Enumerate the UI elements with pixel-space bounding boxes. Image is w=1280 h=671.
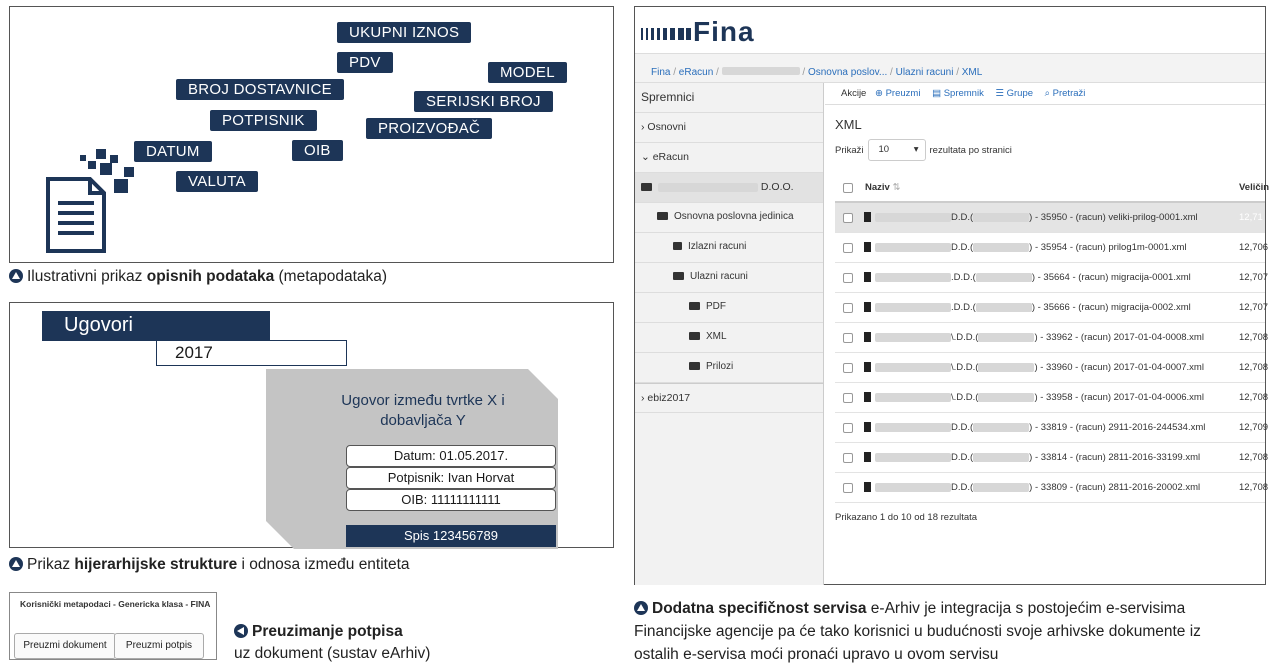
file-name[interactable]: \.D.D.( ) - 33960 - (racun) 2017-01-04-0007.xml [875,362,1204,373]
row-checkbox[interactable] [843,303,853,313]
tag-serijski-broj: SERIJSKI BROJ [414,91,553,112]
per-page-control: Prikaži 10 ▾ rezultata po stranici [835,139,1012,161]
arrow-left-icon [234,624,248,638]
redacted-text [875,213,951,222]
table-row[interactable] [835,323,1269,353]
row-checkbox[interactable] [843,363,853,373]
row-checkbox[interactable] [843,273,853,283]
actions-label: Akcije [841,88,867,99]
groups-action[interactable]: ☰ Grupe [995,88,1034,99]
redacted-text [722,67,800,75]
folder-open-icon [689,302,700,310]
sidebar-item-ebiz2017[interactable]: › ebiz2017 [635,383,823,413]
sidebar-item-ulazni[interactable]: Ulazni racuni [635,263,823,293]
file-icon [864,482,871,492]
field-datum: Datum: 01.05.2017. [346,445,556,467]
tag-datum: DATUM [134,141,212,162]
caption-signature: Preuzimanje potpisa uz dokument (sustav eArhiv) [234,623,431,662]
download-signature-button[interactable]: Preuzmi potpis [114,633,204,659]
file-name[interactable]: \.D.D.( ) - 33962 - (racun) 2017-01-04-0008.xml [875,332,1204,343]
fina-logo: Fina [641,15,755,49]
arrow-up-icon [9,269,23,283]
file-name[interactable]: D.D.( ) - 35954 - (racun) prilog1m-0001.xml [875,242,1187,253]
file-name[interactable]: D.D.( ) - 33819 - (racun) 2911-2016-244534.xml [875,422,1205,433]
sidebar-item-doo[interactable]: D.O.O. [635,173,823,203]
per-page-select[interactable]: 10 ▾ [868,139,926,161]
col-name[interactable]: Naziv ⇅ [865,182,901,193]
redacted-text [978,333,1034,342]
file-size: 12,708 [1239,392,1269,403]
file-icon [864,362,871,372]
file-name[interactable]: \.D.D.( ) - 33958 - (racun) 2017-01-04-0006.xml [875,392,1204,403]
tag-oib: OIB [292,140,343,161]
row-checkbox[interactable] [843,453,853,463]
redacted-text [875,483,951,492]
redacted-text [875,363,951,372]
tag-proizvodac: PROIZVOĐAČ [366,118,492,139]
breadcrumb-xml[interactable]: XML [961,67,983,78]
sidebar-item-pdf[interactable]: PDF [635,293,823,323]
sidebar-item-eracun[interactable]: ⌄ eRacun [635,143,823,173]
year-box: 2017 [156,340,347,366]
search-action[interactable]: ⌕ Pretraži [1044,88,1086,99]
redacted-text [875,393,951,402]
redacted-text [875,453,951,462]
table-row[interactable] [835,263,1269,293]
row-checkbox[interactable] [843,423,853,433]
redacted-text [973,213,1029,222]
sidebar-item-xml[interactable]: XML [635,323,823,353]
redacted-text [973,483,1029,492]
redacted-text [973,423,1029,432]
file-name[interactable]: D.D.( ) - 35950 - (racun) veliki-prilog-0001.xml [875,212,1198,223]
row-checkbox[interactable] [843,243,853,253]
tag-potpisnik: POTPISNIK [210,110,317,131]
sidebar-item-prilozi[interactable]: Prilozi [635,353,823,383]
table-row[interactable] [835,353,1269,383]
field-potpisnik: Potpisnik: Ivan Horvat [346,467,556,489]
redacted-text [978,363,1034,372]
file-name[interactable]: D.D.( ) - 33809 - (racun) 2811-2016-20002.xml [875,482,1200,493]
sort-icon: ⇅ [892,182,901,193]
field-oib: OIB: 11111111111 [346,489,556,511]
sidebar-title: Spremnici [635,83,823,113]
file-icon [864,272,871,282]
file-size: 12,708 [1239,482,1269,493]
sidebar-item-osnovna-jedinica[interactable]: Osnovna poslovna jedinica [635,203,823,233]
panel3-title: Korisnički metapodaci - Genericka klasa - FINA [20,599,211,609]
sidebar [635,83,824,585]
breadcrumb-fina[interactable]: Fina [651,67,671,78]
folder-open-icon [689,332,700,340]
select-all-checkbox[interactable] [843,183,853,193]
file-size: 12,71 [1239,212,1263,223]
arrow-up-icon [9,557,23,571]
actions-toolbar [825,83,1265,105]
file-icon [864,302,871,312]
file-icon [864,332,871,342]
table-row[interactable] [835,413,1269,443]
folder-open-icon [657,212,668,220]
file-icon [864,422,871,432]
breadcrumb: Fina / eRacun / / Osnovna poslov... / Ulazni racuni / XML [635,53,1265,83]
hierarchy-illustration [9,302,614,548]
pagination-info: Prikazano 1 do 10 od 18 rezultata [835,512,978,523]
document-icon [40,145,150,255]
redacted-text [875,243,951,252]
signature-download-panel [9,592,217,660]
arrow-up-icon [634,601,648,615]
fina-earhiv-window [634,6,1270,585]
table-row[interactable] [835,473,1269,503]
redacted-text [978,393,1034,402]
row-checkbox[interactable] [843,333,853,343]
redacted-text [875,423,951,432]
caption-hierarchy: Prikaz hijerarhijske strukture i odnosa između entiteta [9,556,410,574]
file-size: 12,707 [1239,272,1269,283]
folder-icon [673,242,682,250]
fina-logo-icon [641,22,691,42]
tag-broj-dostavnice: BROJ DOSTAVNICE [176,79,344,100]
file-icon [864,212,871,222]
folder-open-icon [673,272,684,280]
folder-open-icon [689,362,700,370]
redacted-text [973,243,1029,252]
tag-model: MODEL [488,62,567,83]
file-icon [864,392,871,402]
file-size: 12,708 [1239,362,1269,373]
folder-title: Ugovori [42,311,270,341]
container-action[interactable]: ▤ Spremnik [932,88,984,99]
row-checkbox[interactable] [843,393,853,403]
sidebar-item-osnovni[interactable]: › Osnovni [635,113,823,143]
document-title: Ugovor između tvrtke X i dobavljača Y [341,392,505,429]
redacted-text [973,453,1029,462]
file-size: 12,707 [1239,302,1269,313]
file-size: 12,708 [1239,332,1269,343]
table-row[interactable] [835,203,1265,233]
table-row[interactable] [835,233,1269,263]
table-row[interactable] [835,443,1269,473]
file-size: 12,706 [1239,242,1269,253]
redacted-text [976,273,1032,282]
breadcrumb-osnovna[interactable]: Osnovna poslov... [807,67,888,78]
breadcrumb-eracun[interactable]: eRacun [678,67,714,78]
tag-ukupni-iznos: UKUPNI IZNOS [337,22,471,43]
redacted-text [658,183,758,192]
file-size: 12,709 [1239,422,1269,433]
row-checkbox[interactable] [843,213,853,223]
download-document-button[interactable]: Preuzmi dokument [14,633,116,659]
redacted-text [875,303,951,312]
spis-box: Spis 123456789 [346,525,556,547]
redacted-text [875,333,951,342]
redacted-text [976,303,1032,312]
file-icon [864,242,871,252]
tag-pdv: PDV [337,52,393,73]
table-row[interactable] [835,293,1269,323]
caption-fina: Dodatna specifičnost servisa e-Arhiv je integracija s postojećim e-servisima Financijske agencije pa će tako korisnici u budućnosti svoje arhivske dokumente iz ostalih e-servisa moći pronaći upravo u ovom servisu [634,600,1201,663]
download-action[interactable]: ⊕ Preuzmi [874,88,921,99]
file-name[interactable]: .D.D.( ) - 35666 - (racun) migracija-0002.xml [875,302,1191,313]
table-row[interactable] [835,383,1269,413]
table-header [835,173,1270,203]
folder-open-icon [641,183,652,191]
caption-metadata: Ilustrativni prikaz opisnih podataka (metapodataka) [9,268,387,286]
breadcrumb-ulazni[interactable]: Ulazni racuni [895,67,954,78]
file-name[interactable]: D.D.( ) - 33814 - (racun) 2811-2016-33199.xml [875,452,1200,463]
tag-valuta: VALUTA [176,171,258,192]
caret-down-icon: ▾ [913,144,919,155]
row-checkbox[interactable] [843,483,853,493]
metadata-illustration [9,6,614,263]
col-size[interactable]: Veličin [1239,182,1270,193]
section-title: XML [835,117,862,132]
sidebar-item-izlazni[interactable]: Izlazni racuni [635,233,823,263]
file-icon [864,452,871,462]
redacted-text [875,273,951,282]
file-name[interactable]: .D.D.( ) - 35664 - (racun) migracija-0001.xml [875,272,1191,283]
file-size: 12,708 [1239,452,1269,463]
